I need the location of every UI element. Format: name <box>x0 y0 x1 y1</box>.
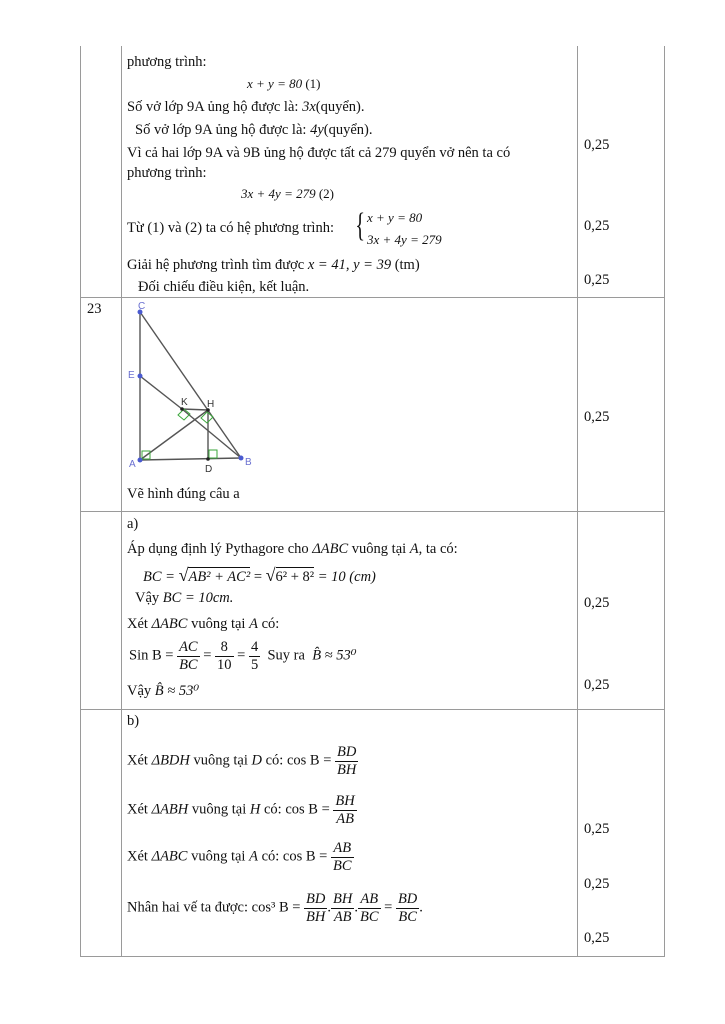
pythagore-equation: BC = √AB² + AC² = √6² + 8² = 10 (cm) <box>143 565 376 585</box>
sine-equation: Sin B = $\frac{AC}{BC}$ = $\frac{8}{10}$ = $\frac{4}{5}$ Suy ra B̂ ≈ 53⁰ <box>129 639 357 673</box>
score: 0,25 <box>584 930 610 946</box>
text-line: Vì cả hai lớp 9A và 9B ủng hộ được tất cả 279 quyển vở nên ta có <box>127 145 511 161</box>
point-B <box>239 456 244 461</box>
part-a-label: a) <box>127 516 139 532</box>
text-line: Số vở lớp 9A ủng hộ được là: 3x(quyển). <box>127 99 365 115</box>
geometry-figure <box>124 299 264 479</box>
text-line: Số vở lớp 9A ủng hộ được là: 4y(quyển). <box>135 122 373 138</box>
right-angle-D <box>209 450 217 458</box>
point-A <box>138 458 143 463</box>
question-number: 23 <box>87 301 102 317</box>
score: 0,25 <box>584 821 610 837</box>
label-C: C <box>138 301 146 312</box>
label-D: D <box>205 464 213 475</box>
label-K: K <box>181 397 188 408</box>
table-col-divider-2 <box>577 46 578 957</box>
score: 0,25 <box>584 409 610 425</box>
equation-2: 3x + 4y = 279 (2) <box>241 186 335 201</box>
row-divider-22-23 <box>80 297 664 298</box>
segment-AB <box>140 458 241 460</box>
score: 0,25 <box>584 876 610 892</box>
table-border-bottom <box>80 956 664 957</box>
point-D <box>206 457 210 461</box>
product-row: Nhân hai vế ta được: cos³ B = $\frac{BD}{BH}$ . $\frac{BH}{AB}$ . $\frac{AB}{BC}$ = $\frac{BD}{BC}$ . <box>127 891 423 925</box>
part-b-label: b) <box>127 713 140 729</box>
cos-row-1: Xét ΔBDH vuông tại D có: cos B = $\frac{BD}{BH}$ <box>127 744 357 778</box>
equation-1: x + y = 80 (1) <box>247 76 321 91</box>
system-brace: { <box>355 207 366 244</box>
text-line: phương trình: <box>127 54 207 70</box>
label-E: E <box>128 370 135 381</box>
text-line: Đối chiếu điều kiện, kết luận. <box>138 279 310 295</box>
text-line: Giải hệ phương trình tìm được x = 41, y = 39 (tm) <box>127 257 420 273</box>
label-A: A <box>129 459 136 470</box>
text-line: Từ (1) và (2) ta có hệ phương trình: <box>127 220 334 236</box>
score: 0,25 <box>584 595 610 611</box>
table-col-divider-1 <box>121 46 122 957</box>
row-divider-23-a <box>80 511 664 512</box>
cos-row-3: Xét ΔABC vuông tại A có: cos B = $\frac{AB}{BC}$ <box>127 840 352 874</box>
text-line: Áp dụng định lý Pythagore cho ΔABC vuông tại A, ta có: <box>127 541 458 557</box>
system-eq-1: x + y = 80 <box>367 210 423 225</box>
system-eq-2: 3x + 4y = 279 <box>367 232 442 247</box>
cos-row-2: Xét ΔABH vuông tại H có: cos B = $\frac{BH}{AB}$ <box>127 793 355 827</box>
score: 0,25 <box>584 137 610 153</box>
score: 0,25 <box>584 677 610 693</box>
text-line: Xét ΔABC vuông tại A có: <box>127 616 280 632</box>
text-line: phương trình: <box>127 165 207 181</box>
point-E <box>138 374 143 379</box>
label-B: B <box>245 457 252 468</box>
text-line: Vậy B̂ ≈ 53⁰ <box>127 683 200 699</box>
table-border-right <box>664 46 665 957</box>
text-line: Vậy BC = 10cm. <box>135 590 234 606</box>
table-border-left <box>80 46 81 957</box>
segment-EK <box>140 376 182 409</box>
figure-caption: Vẽ hình đúng câu a <box>127 486 240 502</box>
segment-CB <box>140 312 241 458</box>
score: 0,25 <box>584 272 610 288</box>
row-divider-a-b <box>80 709 664 710</box>
segment-KH <box>182 409 208 410</box>
score: 0,25 <box>584 218 610 234</box>
label-H: H <box>207 399 215 410</box>
